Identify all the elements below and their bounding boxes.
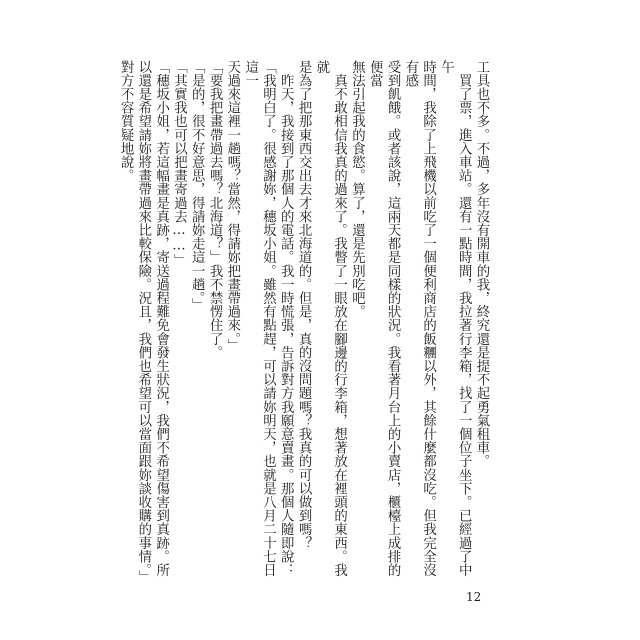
paragraph-line: 天過來這裡一趟嗎？當然，得請妳把畫帶過來。」 bbox=[224, 60, 240, 353]
paragraph-line: 真不敢相信我真的過來了。我瞥了一眼放在腳邊的行李箱，想著放在裡頭的東西。我就 bbox=[313, 60, 347, 577]
paragraph-line: 以還是希望請妳將畫帶過來比較保險。況且，我們也希望可以當面跟妳談收購的事情。」 bbox=[135, 60, 151, 584]
vertical-text-body bbox=[116, 60, 490, 590]
page-number: 12 bbox=[466, 590, 482, 604]
paragraph-line: 買了票，進入車站。還有一點時間，我拉著行李箱，找了一個位子坐下。已經過了中午 bbox=[438, 60, 472, 577]
paragraph-line: 工具也不多。不過，多年沒有開車的我，終究還是提不起勇氣租車。 bbox=[474, 60, 489, 468]
paragraph-line: 是為了把那東西交出去才來北海道的。但是，真的沒問題嗎？我真的可以做到嗎？ bbox=[296, 60, 312, 550]
paragraph-line: 「是的，很不好意思，得請妳走這一趟。」 bbox=[189, 60, 205, 312]
paragraph-line: 「穗坂小姐，若這幅畫是真跡，寄送過程難免會發生狀況，我們不希望傷害到真跡。所 bbox=[153, 60, 169, 577]
paragraph-line: 時間，我除了上飛機以前吃了一個便利商店的飯糰以外，其餘什麼都沒吃。但我完全沒有感 bbox=[402, 60, 436, 577]
paragraph-line: 昨天，我接到了那個人的電話。我一時慌張，告訴對方我願意賣畫。那個人隨即說： bbox=[278, 60, 294, 577]
paragraph-line: 受到飢餓。或者該說，這兩天都是同樣的狀況。我看著月台上的小賣店，櫃檯上成排的便當 bbox=[367, 60, 401, 577]
paragraph-line: 無法引起我的食慾。算了，還是先別吃吧。 bbox=[349, 60, 365, 319]
paragraph-line: 「要我把畫帶過去嗎？北海道？」我不禁愣住了。 bbox=[207, 60, 223, 360]
paragraph-line: 「我明白了。很感謝妳，穗坂小姐。雖然有點趕，可以請妳明天，也就是八月二十七日這一 bbox=[242, 60, 276, 577]
paragraph-line: 對方不容質疑地說。 bbox=[118, 60, 134, 183]
paragraph-line: 「其實我也可以把畫寄過去……」 bbox=[171, 60, 187, 268]
